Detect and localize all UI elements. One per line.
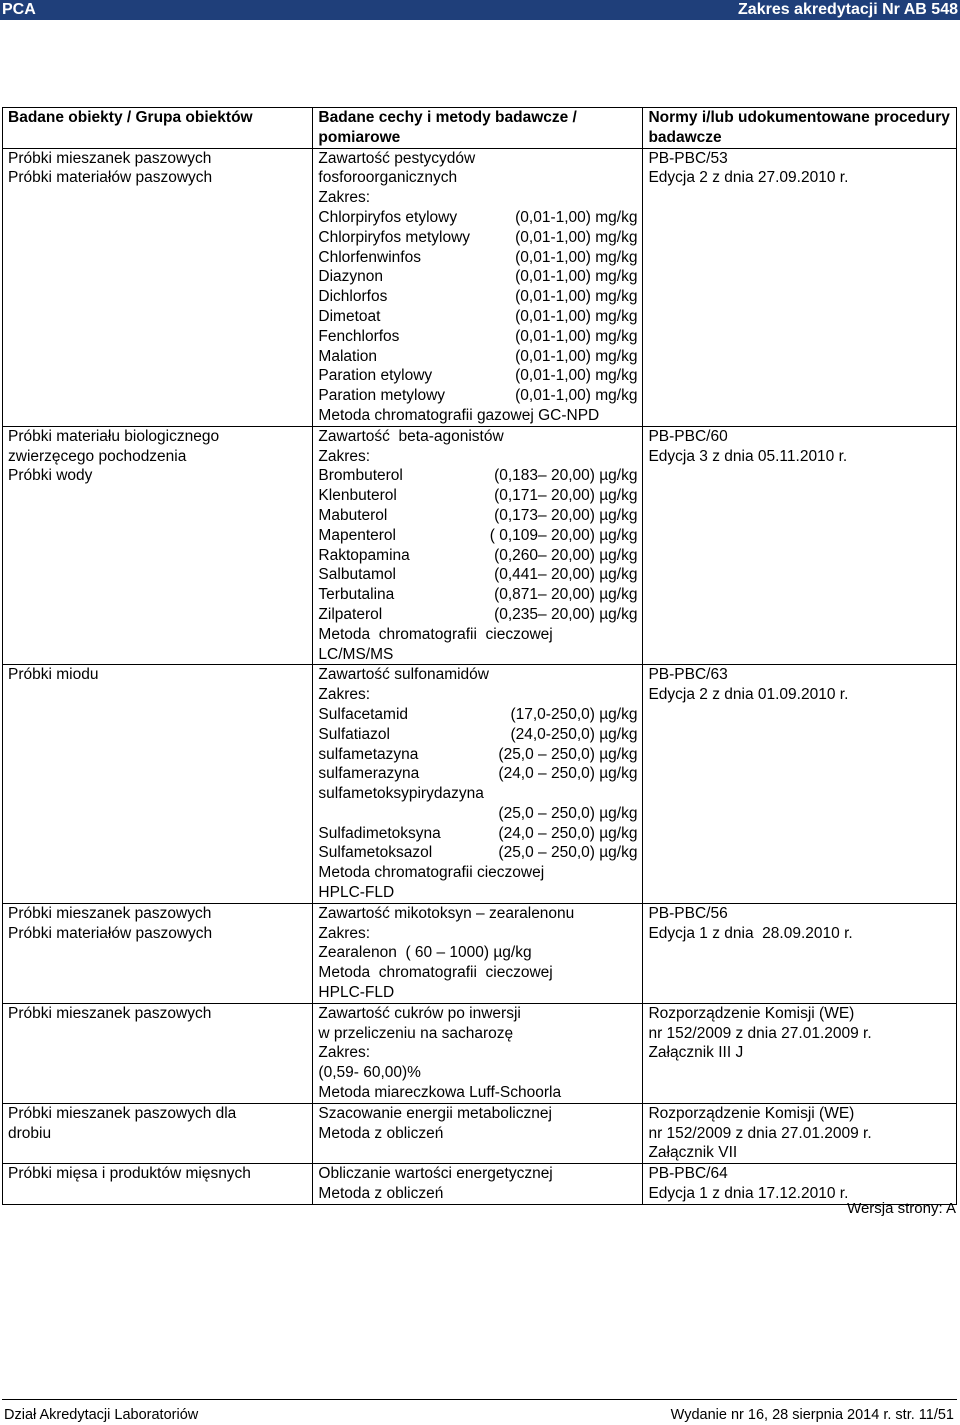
norm-reference: Edycja 1 z dnia 17.12.2010 r. [648, 1185, 849, 1203]
analyte-range-value: (0,171– 20,00) µg/kg [494, 487, 638, 505]
method-text: Zawartość pestycydów [318, 149, 476, 167]
analyte-range-value: (17,0-250,0) µg/kg [510, 705, 638, 723]
norm-reference: Załącznik III J [648, 1044, 744, 1062]
analyte-range-value: (0,173– 20,00) µg/kg [494, 506, 638, 524]
analyte-range-value: (0,441– 20,00) µg/kg [494, 566, 638, 584]
method-cell [313, 665, 643, 904]
analyte-range [318, 486, 637, 506]
method-text: Zawartość sulfonamidów [318, 666, 489, 684]
table-body [3, 148, 957, 1204]
analyte-name: Chlorpiryfos metylowy [318, 228, 471, 246]
analyte-range-value: (25,0 – 250,0) µg/kg [498, 844, 638, 862]
analyte-range [318, 745, 637, 765]
analyte-range-value: (0,183– 20,00) µg/kg [494, 467, 638, 485]
analyte-name: Dimetoat [318, 307, 381, 325]
method-text: Obliczanie wartości energetycznej [318, 1165, 553, 1183]
analyte-range [318, 228, 637, 248]
analyte-name: Brombuterol [318, 467, 403, 485]
method-cell [313, 1103, 643, 1163]
analyte-range-value: (0,871– 20,00) µg/kg [494, 586, 638, 604]
object-cell [3, 903, 313, 1003]
analyte-name: Chlorpiryfos etylowy [318, 208, 458, 226]
analyte-name: Sulfacetamid [318, 705, 409, 723]
method-text: w przeliczeniu na sacharozę [318, 1024, 514, 1042]
object-label: Próbki mieszanek paszowych [8, 904, 212, 922]
norm-reference: nr 152/2009 z dnia 27.01.2009 r. [648, 1024, 872, 1042]
norm-reference: PB-PBC/53 [648, 149, 728, 167]
analyte-name: Diazynon [318, 268, 384, 286]
method-cell [313, 903, 643, 1003]
norm-reference: Edycja 2 z dnia 01.09.2010 r. [648, 686, 849, 704]
analyte-range-value: (0,01-1,00) mg/kg [515, 327, 638, 345]
analyte-name: Malation [318, 347, 378, 365]
table-row [3, 665, 957, 904]
analyte-range [318, 307, 637, 327]
method-text: Metoda chromatografii cieczowej [318, 864, 545, 882]
norm-cell [643, 148, 957, 426]
method-text: Zakres: [318, 924, 371, 942]
method-text: Szacowanie energii metabolicznej [318, 1104, 552, 1122]
analyte-name: Salbutamol [318, 566, 396, 584]
analyte-name: Paration metylowy [318, 387, 446, 405]
analyte-range [318, 347, 637, 367]
analyte-name: Fenchlorfos [318, 327, 400, 345]
header-right-label: Zakres akredytacji Nr AB 548 [738, 1, 958, 18]
analyte-range [318, 705, 637, 725]
analyte-range [318, 526, 637, 546]
analyte-range-value: (0,235– 20,00) µg/kg [494, 605, 638, 623]
norm-cell [643, 426, 957, 665]
analyte-range [318, 366, 637, 386]
analyte-range [318, 208, 637, 228]
object-label: Próbki materiałów paszowych [8, 169, 213, 187]
analyte-range-value: (24,0 – 250,0) µg/kg [498, 824, 638, 842]
object-label: Próbki miodu [8, 666, 99, 684]
analyte-name: Mapenterol [318, 526, 396, 544]
analyte-range-value: (0,01-1,00) mg/kg [515, 387, 638, 405]
method-text: HPLC-FLD [318, 884, 395, 902]
method-text: Metoda chromatografii cieczowej [318, 625, 553, 643]
footer-right-label: Wydanie nr 16, 28 sierpnia 2014 r. str. 11/51 [670, 1407, 954, 1423]
analyte-range-value: (24,0 – 250,0) µg/kg [498, 765, 638, 783]
object-cell [3, 148, 313, 426]
norm-cell [643, 1103, 957, 1163]
object-label: Próbki mieszanek paszowych [8, 1004, 212, 1022]
method-cell [313, 1003, 643, 1103]
analyte-name: Paration etylowy [318, 367, 433, 385]
object-label: Próbki mięsa i produktów mięsnych [8, 1165, 251, 1183]
norm-reference: Edycja 2 z dnia 27.09.2010 r. [648, 169, 849, 187]
method-text: sulfametoksypirydazyna [318, 785, 484, 803]
analyte-range-value: (0,01-1,00) mg/kg [515, 228, 638, 246]
object-label: Próbki mieszanek paszowych dla [8, 1104, 237, 1122]
norm-cell [643, 903, 957, 1003]
analyte-range [318, 287, 637, 307]
object-cell [3, 665, 313, 904]
norm-reference: PB-PBC/60 [648, 427, 728, 445]
analyte-range [318, 546, 637, 566]
accreditation-table [2, 107, 957, 1205]
analyte-name: Sulfadimetoksyna [318, 824, 441, 842]
object-label: Próbki wody [8, 467, 93, 485]
object-label: zwierzęcego pochodzenia [8, 447, 187, 465]
analyte-range [318, 585, 637, 605]
method-cell [313, 426, 643, 665]
table-row [3, 1003, 957, 1103]
method-text: Zakres: [318, 686, 371, 704]
object-cell [3, 426, 313, 665]
analyte-name: Mabuterol [318, 506, 388, 524]
object-label: Próbki mieszanek paszowych [8, 149, 212, 167]
analyte-range [318, 386, 637, 406]
norm-reference: PB-PBC/63 [648, 666, 728, 684]
page-version-note: Wersja strony: A [847, 1200, 956, 1217]
norm-reference: Załącznik VII [648, 1144, 738, 1162]
method-text: (0,59- 60,00)% [318, 1064, 421, 1082]
norm-cell [643, 665, 957, 904]
method-text: Zawartość mikotoksyn – zearalenonu [318, 904, 575, 922]
analyte-range-value: (25,0 – 250,0) µg/kg [498, 804, 638, 822]
analyte-range-value: (0,260– 20,00) µg/kg [494, 546, 638, 564]
analyte-range-value: (0,01-1,00) mg/kg [515, 307, 638, 325]
object-label: drobiu [8, 1124, 52, 1142]
method-text: fosforoorganicznych [318, 169, 458, 187]
analyte-range-value: (0,01-1,00) mg/kg [515, 347, 638, 365]
analyte-range [318, 248, 637, 268]
table-header-row [3, 108, 957, 149]
method-text: HPLC-FLD [318, 984, 395, 1002]
method-cell [313, 148, 643, 426]
analyte-range [318, 327, 637, 347]
analyte-range [318, 605, 637, 625]
analyte-range-value: (25,0 – 250,0) µg/kg [498, 745, 638, 763]
analyte-range-value: (0,01-1,00) mg/kg [515, 208, 638, 226]
analyte-name: sulfametazyna [318, 745, 419, 763]
method-text: Metoda z obliczeń [318, 1124, 444, 1142]
object-label: Próbki materiału biologicznego [8, 427, 220, 445]
table-row [3, 426, 957, 665]
header-methods: Badane cechy i metody badawcze / pomiarowe [313, 108, 643, 149]
analyte-range [318, 764, 637, 784]
norm-reference: PB-PBC/56 [648, 904, 728, 922]
norm-reference: Rozporządzenie Komisji (WE) [648, 1104, 855, 1122]
analyte-range-value: ( 0,109– 20,00) µg/kg [489, 526, 638, 544]
method-text: Zawartość cukrów po inwersji [318, 1004, 521, 1022]
table-row [3, 903, 957, 1003]
analyte-name: Sulfatiazol [318, 725, 390, 743]
analyte-range [318, 466, 637, 486]
method-text: Zakres: [318, 447, 371, 465]
method-text: Zawartość beta-agonistów [318, 427, 504, 445]
analyte-range-value: (0,01-1,00) mg/kg [515, 268, 638, 286]
analyte-name: Sulfametoksazol [318, 844, 433, 862]
norm-cell [643, 1003, 957, 1103]
method-text: Zakres: [318, 189, 371, 207]
analyte-name: Dichlorfos [318, 288, 388, 306]
header-left-label: PCA [2, 1, 36, 18]
analyte-name: Terbutalina [318, 586, 395, 604]
method-text: Metoda chromatografii gazowej GC-NPD [318, 406, 600, 424]
norm-reference: Rozporządzenie Komisji (WE) [648, 1004, 855, 1022]
object-label: Próbki materiałów paszowych [8, 924, 213, 942]
page-header-bar [0, 0, 960, 20]
method-text: Zearalenon ( 60 – 1000) µg/kg [318, 944, 532, 962]
method-text: Metoda chromatografii cieczowej [318, 964, 553, 982]
analyte-range-value: (24,0-250,0) µg/kg [510, 725, 638, 743]
analyte-range [318, 804, 637, 824]
analyte-range-value: (0,01-1,00) mg/kg [515, 248, 638, 266]
method-text: Metoda miareczkowa Luff-Schoorla [318, 1084, 562, 1102]
object-cell [3, 1103, 313, 1163]
analyte-range [318, 506, 637, 526]
footer-divider [2, 1399, 957, 1400]
header-objects: Badane obiekty / Grupa obiektów [3, 108, 313, 149]
analyte-range-value: (0,01-1,00) mg/kg [515, 288, 638, 306]
analyte-name: Klenbuterol [318, 487, 397, 505]
analyte-name: Raktopamina [318, 546, 410, 564]
object-cell [3, 1003, 313, 1103]
header-norms: Normy i/lub udokumentowane procedury badawcze [643, 108, 957, 149]
analyte-name: sulfamerazyna [318, 765, 420, 783]
norm-reference: Edycja 3 z dnia 05.11.2010 r. [648, 447, 848, 465]
method-text: Metoda z obliczeń [318, 1185, 444, 1203]
analyte-name: Chlorfenwinfos [318, 248, 421, 266]
norm-reference: Edycja 1 z dnia 28.09.2010 r. [648, 924, 853, 942]
analyte-range [318, 725, 637, 745]
analyte-range [318, 267, 637, 287]
method-cell [313, 1164, 643, 1205]
table-row [3, 1103, 957, 1163]
norm-reference: nr 152/2009 z dnia 27.01.2009 r. [648, 1124, 872, 1142]
analyte-name: Zilpaterol [318, 605, 383, 623]
analyte-range-value: (0,01-1,00) mg/kg [515, 367, 638, 385]
footer-left-label: Dział Akredytacji Laboratoriów [4, 1407, 199, 1423]
analyte-range [318, 824, 637, 844]
object-cell [3, 1164, 313, 1205]
norm-reference: PB-PBC/64 [648, 1165, 728, 1183]
method-text: Zakres: [318, 1044, 371, 1062]
method-text: LC/MS/MS [318, 645, 394, 663]
analyte-range [318, 843, 637, 863]
table-row [3, 148, 957, 426]
table-row [3, 1164, 957, 1205]
analyte-range [318, 565, 637, 585]
